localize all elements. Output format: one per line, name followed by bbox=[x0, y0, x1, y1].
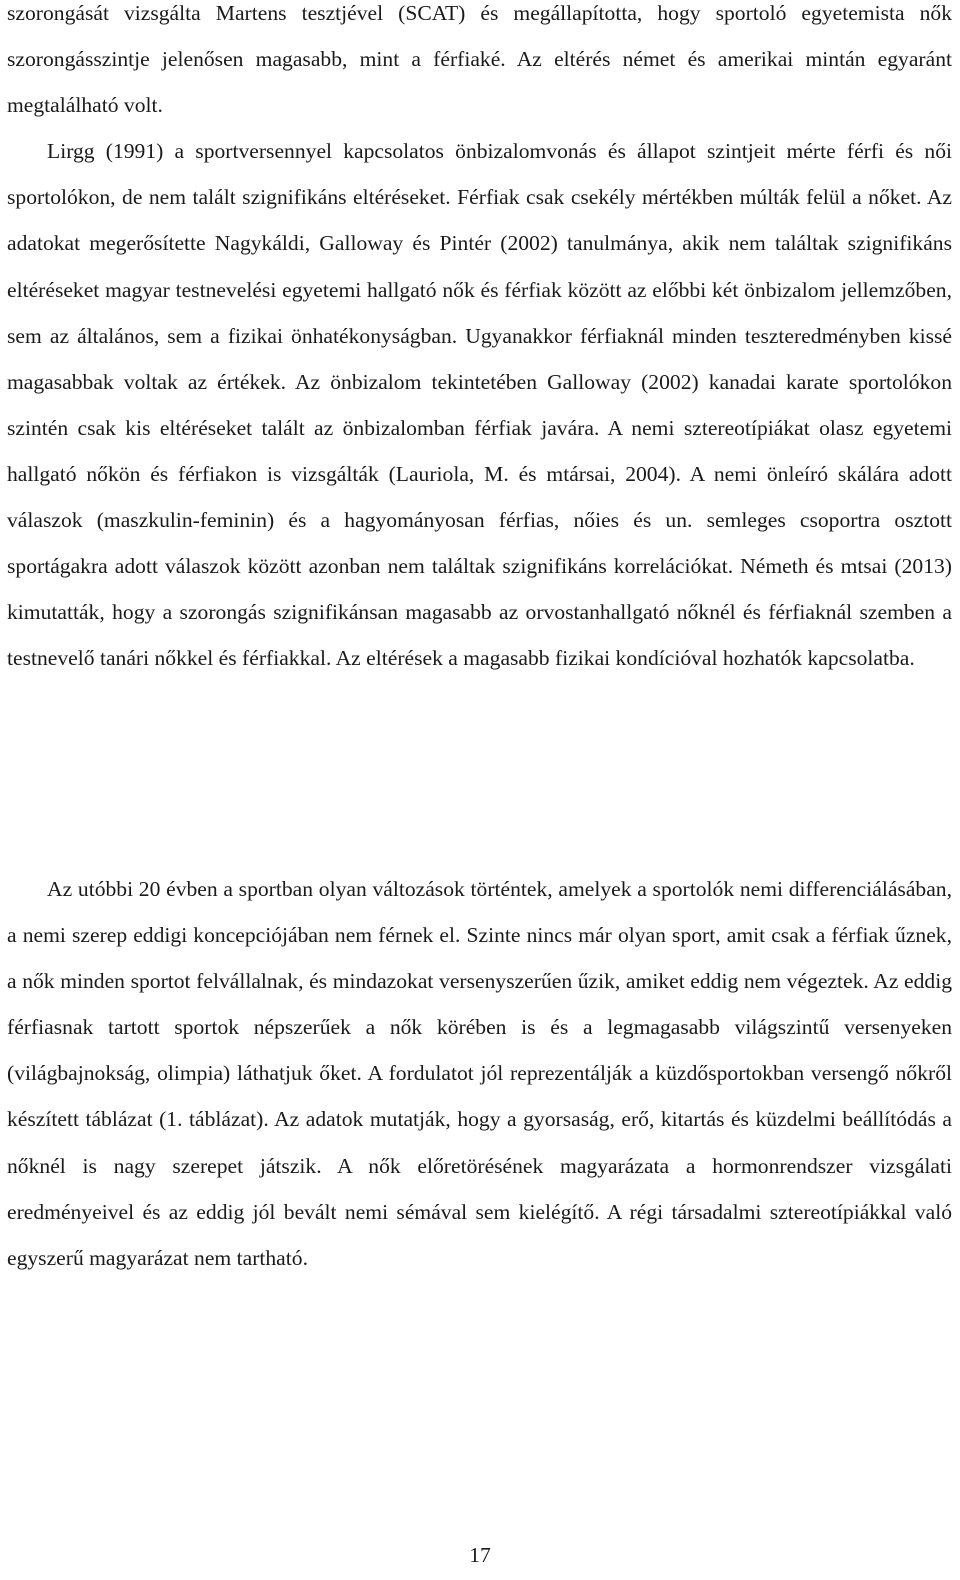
page-number: 17 bbox=[469, 1543, 491, 1567]
paragraph-sport-changes: Az utóbbi 20 évben a sportban olyan változások történtek, amelyek a sportolók nemi differenciálásában, a nemi szerep eddigi koncepciójában nem férnek el. Szinte nincs már olyan sport, amit csak a férfiak űznek, a nők minden sportot felvállalnak, és mindazokat versenyszerűen űzik, amiket eddig nem végeztek. Az eddig férfiasnak tartott sportok népszerűek a nők körében is és a legmagasabb világszintű versenyeken (világbajnokság, olimpia) láthatjuk őket. A fordulatot jól reprezentálják a küzdősportokban versengő nőkről készített táblázat (1. táblázat). Az adatok mutatják, hogy a gyorsaság, erő, kitartás és küzdelmi beállítódás a nőknél is nagy szerepet játszik. A nők előretörésének magyarázata a hormonrendszer vizsgálati eredményeivel és az eddig jól bevált nemi sémával sem kielégítő. A régi társadalmi sztereotípiákkal való egyszerű magyarázat nem tartható. bbox=[7, 877, 952, 1270]
text-block-bottom bbox=[7, 866, 952, 1281]
text-block-top bbox=[7, 0, 952, 681]
paragraph-continuation: szorongását vizsgálta Martens tesztjével (SCAT) és megállapította, hogy sportoló egyetemista nők szorongásszintje jelenősen magasabb, mint a férfiaké. Az eltérés német és amerikai mintán egyaránt megtalálható volt. bbox=[7, 1, 952, 118]
paragraph-lirgg: Lirgg (1991) a sportversennyel kapcsolatos önbizalomvonás és állapot szintjeit mérte férfi és női sportolókon, de nem talált szignifikáns eltéréseket. Férfiak csak csekély mértékben múlták felül a nőket. Az adatokat megerősítette Nagykáldi, Galloway és Pintér (2002) tanulmánya, akik nem találtak szignifikáns eltéréseket magyar testnevelési egyetemi hallgató nők és férfiak között az előbbi két önbizalom jellemzőben, sem az általános, sem a fizikai önhatékonyságban. Ugyanakkor férfiaknál minden teszteredményben kissé magasabbak voltak az értékek. Az önbizalom tekintetében Galloway (2002) kanadai karate sportolókon szintén csak kis eltéréseket talált az önbizalomban férfiak javára. A nemi sztereotípiákat olasz egyetemi hallgató nőkön és férfiakon is vizsgálták (Lauriola, M. és mtársai, 2004). A nemi önleíró skálára adott válaszok (maszkulin-feminin) és a hagyományosan férfias, nőies és un. semleges csoportra osztott sportágakra adott válaszok között azonban nem találtak szignifikáns korrelációkat. Németh és mtsai (2013) kimutatták, hogy a szorongás szignifikánsan magasabb az orvostanhallgató nőknél és férfiaknál szemben a testnevelő tanári nőkkel és férfiakkal. Az eltérések a magasabb fizikai kondícióval hozhatók kapcsolatba. bbox=[7, 139, 952, 671]
